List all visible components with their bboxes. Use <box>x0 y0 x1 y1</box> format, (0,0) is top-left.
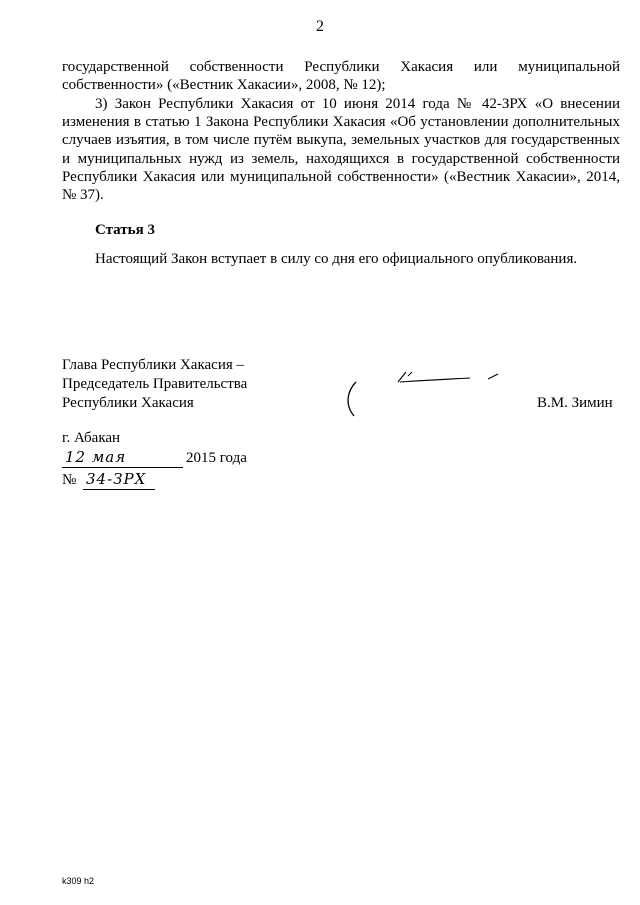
handwritten-date: 12 мая <box>65 448 127 466</box>
place-of-signing: г. Абакан <box>62 430 121 446</box>
article-body: Настоящий Закон вступает в силу со дня его официального опубликования. <box>95 251 578 267</box>
page-number: 2 <box>316 18 324 35</box>
list-item-3-text: 3) Закон Республики Хакасия от 10 июня 2014 года № 42-ЗРХ «О внесении изменения в статью 1 Закона Республики Хакасия «Об установлении дополнительных случаев изъятия, в том числе путём выкупа, земельных участков для государственных и муниципальных нужд из земель, находящихся в государственной собственности Республики Хакасия или муниципальной собственности» («Вестник Хакасии», 2014, № 37). <box>62 96 620 204</box>
signatory-title-line-1: Глава Республики Хакасия – <box>62 357 245 373</box>
signatory-title-line-3: Республики Хакасия <box>62 395 194 411</box>
list-item-3 <box>62 95 620 204</box>
signatory-title <box>62 356 247 413</box>
date-year: 2015 года <box>186 450 247 466</box>
handwritten-number: 34-ЗРХ <box>86 470 147 488</box>
article-heading: Статья 3 <box>95 222 155 238</box>
law-number <box>62 472 262 492</box>
signatory-title-line-2: Председатель Правительства <box>62 376 248 392</box>
continuation-paragraph: государственной собственности Республики Хакасия или муниципальной собственности» («Вестник Хакасии», 2008, № 12); <box>62 59 620 94</box>
signing-date <box>62 450 322 470</box>
footer-code: k309 h2 <box>62 876 95 886</box>
number-sign: № <box>62 472 77 488</box>
signatory-name: В.М. Зимин <box>537 395 613 411</box>
handwritten-signature <box>340 360 510 422</box>
